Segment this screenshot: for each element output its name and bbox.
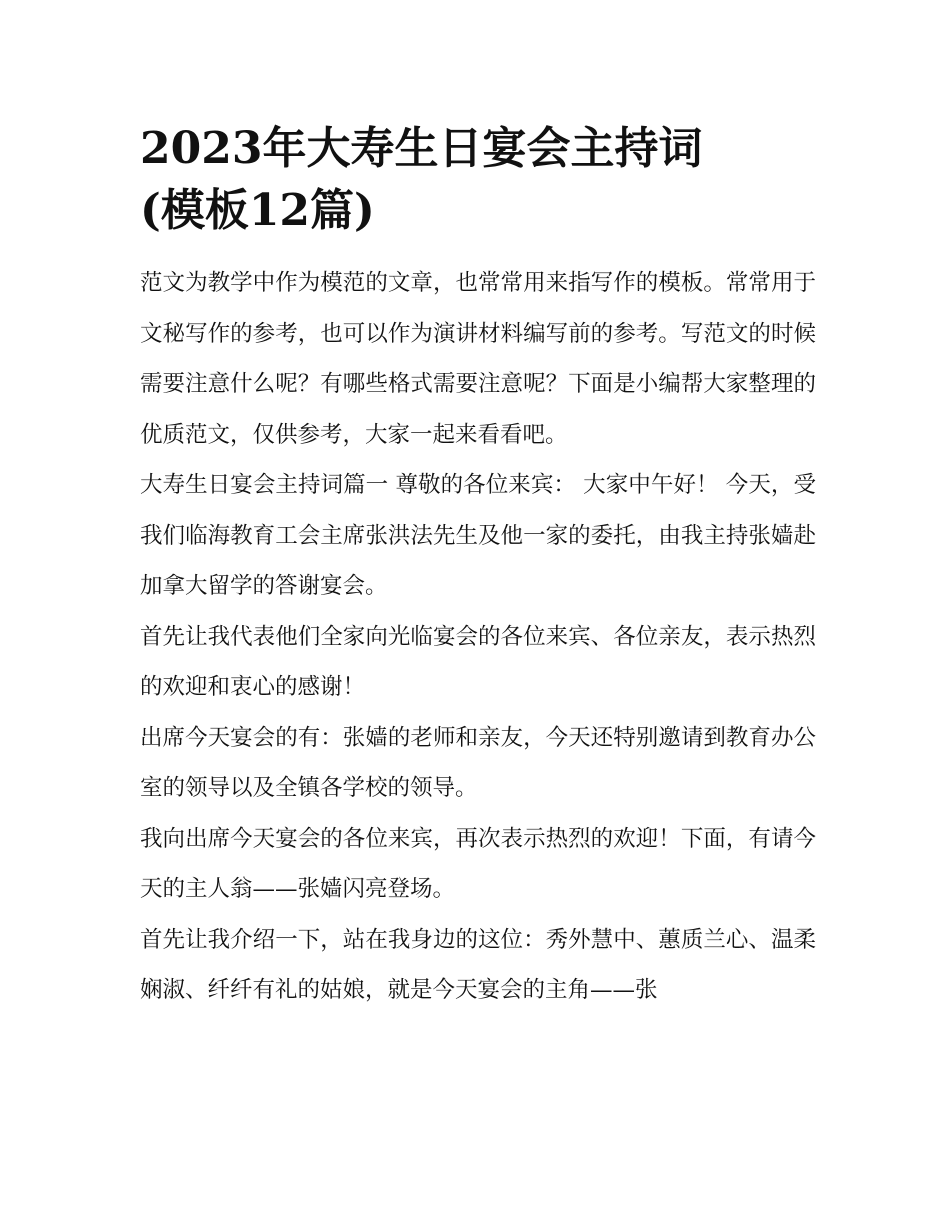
paragraph-attendees: 出席今天宴会的有：张嫱的老师和亲友，今天还特别邀请到教育办公室的领导以及全镇各学校的领导。 <box>140 724 816 801</box>
document-page <box>140 118 816 1016</box>
paragraph-greeting: 大寿生日宴会主持词篇一 尊敬的各位来宾： 大家中午好！ 今天，受我们临海教育工会主席张洪法先生及他一家的委托，由我主持张嫱赴加拿大留学的答谢宴会。 <box>140 472 816 599</box>
paragraph-invite: 我向出席今天宴会的各位来宾，再次表示热烈的欢迎！下面，有请今天的主人翁——张嫱闪亮登场。 <box>140 825 816 902</box>
paragraph-welcome: 首先让我代表他们全家向光临宴会的各位来宾、各位亲友，表示热烈的欢迎和衷心的感谢！ <box>140 623 816 700</box>
document-title <box>140 118 816 242</box>
title-line-1: 2023年大寿生日宴会主持词 <box>140 123 703 174</box>
paragraph-introduction: 首先让我介绍一下，站在我身边的这位：秀外慧中、蕙质兰心、温柔娴淑、纤纤有礼的姑娘，就是今天宴会的主角——张 <box>140 926 816 1003</box>
title-line-2: (模板12篇) <box>140 185 375 236</box>
paragraph-intro: 范文为教学中作为模范的文章，也常常用来指写作的模板。常常用于文秘写作的参考，也可以作为演讲材料编写前的参考。写范文的时候需要注意什么呢？有哪些格式需要注意呢？下面是小编帮大家整理的优质范文，仅供参考，大家一起来看看吧。 <box>140 270 816 448</box>
